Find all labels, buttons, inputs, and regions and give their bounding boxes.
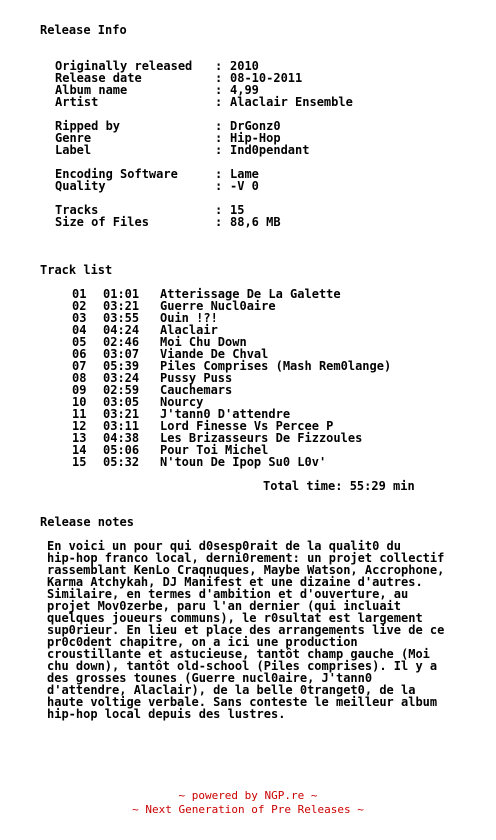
info-value: 4,99 [230,83,259,97]
track-title: Atterissage De La Galette [160,287,341,301]
info-key: Size of Files [55,215,149,229]
release-notes-line: haute voltige verbale. Sans conteste le meilleur album [47,695,438,709]
track-title: Pussy Puss [160,371,233,385]
info-value: Alaclair Ensemble [230,95,353,109]
release-notes-line: rassemblant KenLo Craqnuques, Maybe Watson, Accrophone, [47,563,445,577]
track-number: 01 [72,287,87,301]
info-key: Album name [55,83,128,97]
release-info-heading: Release Info [40,23,127,37]
info-key: Quality [55,179,106,193]
track-number: 06 [72,347,87,361]
track-title: Alaclair [160,323,218,337]
total-time: Total time: 55:29 min [263,479,415,493]
track-duration: 02:59 [103,383,140,397]
track-number: 13 [72,431,87,445]
track-title: Moi Chu Down [160,335,247,349]
info-key: Tracks [55,203,99,217]
track-number: 14 [72,443,87,457]
info-separator: : [215,119,223,133]
info-key: Genre [55,131,92,145]
track-duration: 03:07 [103,347,140,361]
track-title: Nourcy [160,395,204,409]
release-notes-line: sup0rieur. En lieu et place des arrangements live de ce [47,623,445,637]
info-separator: : [215,59,223,73]
track-title: Piles Comprises (Mash Rem0lange) [160,359,392,373]
info-key: Release date [55,71,142,85]
release-notes-line: pr0c0dent chapitre, on a ici une production [47,635,358,649]
track-duration: 05:06 [103,443,140,457]
footer-powered-by: ~ powered by NGP.re ~ [178,789,318,802]
release-notes-line: croustillante et astucieuse, tantôt champ gauche (Moi [47,647,430,661]
release-notes-line: d'attendre, Alaclair), de la belle 0tranget0, de la [47,683,416,697]
track-number: 05 [72,335,87,349]
track-number: 11 [72,407,87,421]
release-notes-line: hip-hop franco local, derni0rement: un projet collectif [47,551,445,565]
track-number: 10 [72,395,87,409]
track-duration: 03:21 [103,407,140,421]
track-duration: 03:55 [103,311,140,325]
track-number: 08 [72,371,87,385]
track-duration: 03:11 [103,419,140,433]
track-number: 15 [72,455,87,469]
info-value: 15 [230,203,245,217]
track-duration: 01:01 [103,287,140,301]
info-value: -V 0 [230,179,259,193]
track-number: 07 [72,359,87,373]
track-title: Viande De Chval [160,347,269,361]
track-number: 04 [72,323,87,337]
info-value: 2010 [230,59,259,73]
info-key: Label [55,143,92,157]
release-notes-line: hip-hop local depuis des lustres. [47,707,286,721]
info-separator: : [215,179,223,193]
track-title: Guerre Nucl0aire [160,299,276,313]
info-separator: : [215,71,223,85]
info-key: Encoding Software [55,167,178,181]
track-number: 02 [72,299,87,313]
track-duration: 04:38 [103,431,140,445]
track-title: J'tann0 D'attendre [160,407,291,421]
release-notes-line: En voici un pour qui d0sesp0rait de la qualit0 du [47,539,402,553]
info-value: Ind0pendant [230,143,310,157]
track-title: Pour Toi Michel [160,443,269,457]
track-duration: 05:39 [103,359,140,373]
track-number: 12 [72,419,87,433]
footer-tagline: ~ Next Generation of Pre Releases ~ [132,803,364,816]
track-duration: 03:21 [103,299,140,313]
info-key: Originally released [55,59,193,73]
track-duration: 03:24 [103,371,140,385]
track-title: Les Brizasseurs De Fizzoules [160,431,363,445]
track-title: N'toun De Ipop Su0 L0v' [160,455,327,469]
track-title: Cauchemars [160,383,233,397]
info-value: 88,6 MB [230,215,281,229]
track-list-heading: Track list [40,263,113,277]
info-separator: : [215,131,223,145]
track-duration: 04:24 [103,323,140,337]
release-notes-line: Karma Atchykah, DJ Manifest et une dizaine d'autres. [47,575,423,589]
release-notes-line: Similaire, en termes d'ambition et d'ouverture, au [47,587,409,601]
info-value: Hip-Hop [230,131,281,145]
track-number: 09 [72,383,87,397]
info-separator: : [215,167,223,181]
info-value: Lame [230,167,259,181]
track-title: Ouin !?! [160,311,218,325]
info-separator: : [215,143,223,157]
info-value: DrGonz0 [230,119,281,133]
info-key: Ripped by [55,119,121,133]
release-notes-line: quelques joueurs communs), le r0sultat est largement [47,611,423,625]
release-notes-line: des grosses tounes (Guerre nucl0aire, J'tann0 [47,671,373,685]
track-duration: 03:05 [103,395,140,409]
track-duration: 05:32 [103,455,140,469]
info-separator: : [215,95,223,109]
info-separator: : [215,83,223,97]
info-key: Artist [55,95,99,109]
track-title: Lord Finesse Vs Percee P [160,419,334,433]
track-duration: 02:46 [103,335,140,349]
release-notes-line: projet Mov0zerbe, paru l'an dernier (qui incluait [47,599,402,613]
release-notes-heading: Release notes [40,515,134,529]
info-separator: : [215,215,223,229]
release-notes-line: chu down), tantôt old-school (Piles comprises). Il y a [47,659,438,673]
info-value: 08-10-2011 [230,71,303,85]
track-number: 03 [72,311,87,325]
info-separator: : [215,203,223,217]
